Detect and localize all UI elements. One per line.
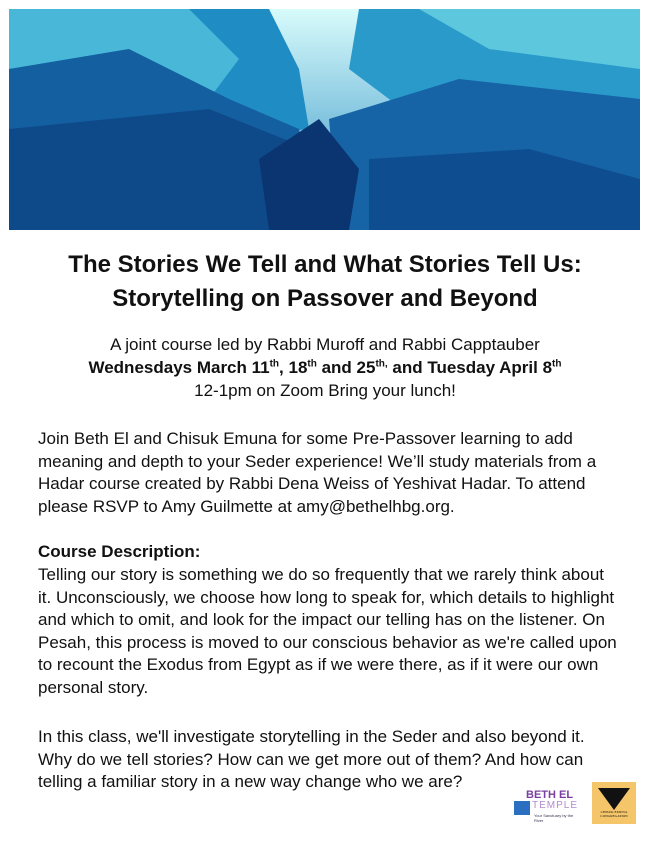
river-icon xyxy=(514,801,530,815)
logo-text xyxy=(600,810,627,818)
intro-paragraph: Join Beth El and Chisuk Emuna for some Pre-Passover learning to add meaning and depth to your Seder experience! We’ll study materials from a Hadar course created by Rabbi Dena Weiss of Yeshivat Hadar. To attend please RSVP to Amy Guilmette at amy@bethelhbg.org. xyxy=(38,429,597,516)
course-dates xyxy=(0,356,650,379)
dates-sup: th xyxy=(552,358,562,370)
beth-el-temple-logo xyxy=(512,783,582,823)
course-time: 12-1pm on Zoom Bring your lunch! xyxy=(194,381,456,400)
dates-text: , 18 xyxy=(279,358,308,377)
banner-image xyxy=(9,9,640,230)
dates-text: Wednesdays March 11 xyxy=(88,358,270,377)
course-description-heading: Course Description: xyxy=(38,542,201,561)
dates-sup: th xyxy=(307,358,317,370)
logo-line: CONGREGATION xyxy=(600,814,628,818)
logo-tagline: Your Sanctuary by the River xyxy=(534,813,574,823)
page-title xyxy=(0,248,650,316)
course-description-paragraph: Telling our story is something we do so frequently that we rarely think about it. Unconsciously, we choose how long to speak for, which details to highlight and which to omit, and look for the impact our telling has on the listener. On Pesah, this process is moved to our conscious behavior as we're called upon to recount the Exodus from Egypt as if we were there, as if it were our own personal story. xyxy=(38,565,617,697)
title-line-2: Storytelling on Passover and Beyond xyxy=(112,285,538,312)
dates-text: and Tuesday April 8 xyxy=(387,358,553,377)
dates-sup: th, xyxy=(375,358,388,370)
course-leaders: A joint course led by Rabbi Muroff and Rabbi Capptauber xyxy=(110,335,540,354)
dates-text: and 25 xyxy=(316,358,376,377)
sponsor-logos xyxy=(512,782,636,824)
course-details xyxy=(0,333,650,402)
logo-text: BETH EL xyxy=(526,789,574,801)
chisuk-emuna-logo xyxy=(592,782,636,824)
triangle-emblem-icon xyxy=(598,788,630,810)
class-paragraph: In this class, we'll investigate storytelling in the Seder and also beyond it. Why do we tell stories? How can we get more out of them? And how can telling a familiar story in a new way change who we are? xyxy=(38,727,585,791)
logo-text: TEMPLE xyxy=(532,800,579,811)
dates-sup: th xyxy=(269,358,280,370)
logo-line: CHISUK EMUNA xyxy=(600,810,628,814)
title-line-1: The Stories We Tell and What Stories Tell Us: xyxy=(68,251,582,278)
